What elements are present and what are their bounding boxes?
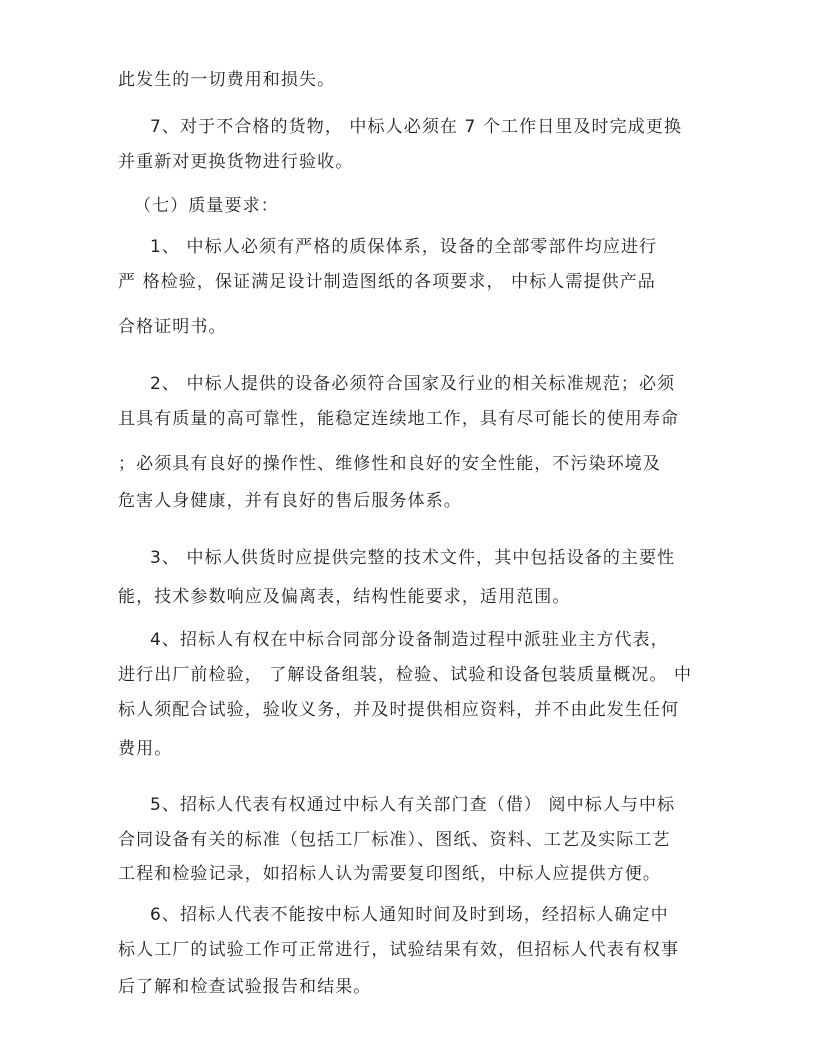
text-line: 进行出厂前检验， 了解设备组装，检验、试验和设备包装质量概况。 中 <box>118 665 693 685</box>
text-line: 能，技术参数响应及偏离表，结构性能要求，适用范围。 <box>118 587 571 607</box>
text-line: 危害人身健康，并有良好的售后服务体系。 <box>118 491 462 511</box>
text-line: 6、招标人代表不能按中标人通知时间及时到场，经招标人确定中 <box>150 905 669 925</box>
text-line: ；必须具有良好的操作性、维修性和良好的安全性能，不污染环境及 <box>118 454 661 474</box>
text-line: 合格证明书。 <box>118 317 227 337</box>
text-line: 合同设备有关的标准（包括工厂标准）、图纸、资料、工艺及实际工艺 <box>118 830 671 850</box>
section-heading: （七）质量要求： <box>134 196 279 216</box>
text-line: 且具有质量的高可靠性，能稳定连续地工作，具有尽可能长的使用寿命 <box>118 409 680 429</box>
text-line: 后了解和检查试验报告和结果。 <box>118 977 372 997</box>
text-line: 5、招标人代表有权通过中标人有关部门查（借） 阅中标人与中标 <box>150 795 676 815</box>
text-line: 4、招标人有权在中标合同部分设备制造过程中派驻业主方代表， <box>150 630 669 650</box>
text-line: 此发生的一切费用和损失。 <box>118 70 336 90</box>
text-line: 工程和检验记录，如招标人认为需要复印图纸，中标人应提供方便。 <box>118 864 661 884</box>
text-line: 1、 中标人必须有严格的质保体系，设备的全部零部件均应进行 <box>150 237 658 257</box>
text-line: 标人工厂的试验工作可正常进行，试验结果有效，但招标人代表有权事 <box>118 940 680 960</box>
text-line: 7、对于不合格的货物， 中标人必须在 7 个工作日里及时完成更换 <box>150 117 683 137</box>
text-line: 严 格检验，保证满足设计制造图纸的各项要求， 中标人需提供产品 <box>118 272 656 292</box>
text-line: 并重新对更换货物进行验收。 <box>118 152 354 172</box>
text-line: 3、 中标人供货时应提供完整的技术文件，其中包括设备的主要性 <box>150 548 676 568</box>
text-line: 2、 中标人提供的设备必须符合国家及行业的相关标准规范；必须 <box>150 374 676 394</box>
text-line: 标人须配合试验，验收义务，并及时提供相应资料，并不由此发生任何 <box>118 700 680 720</box>
text-line: 费用。 <box>118 739 173 759</box>
